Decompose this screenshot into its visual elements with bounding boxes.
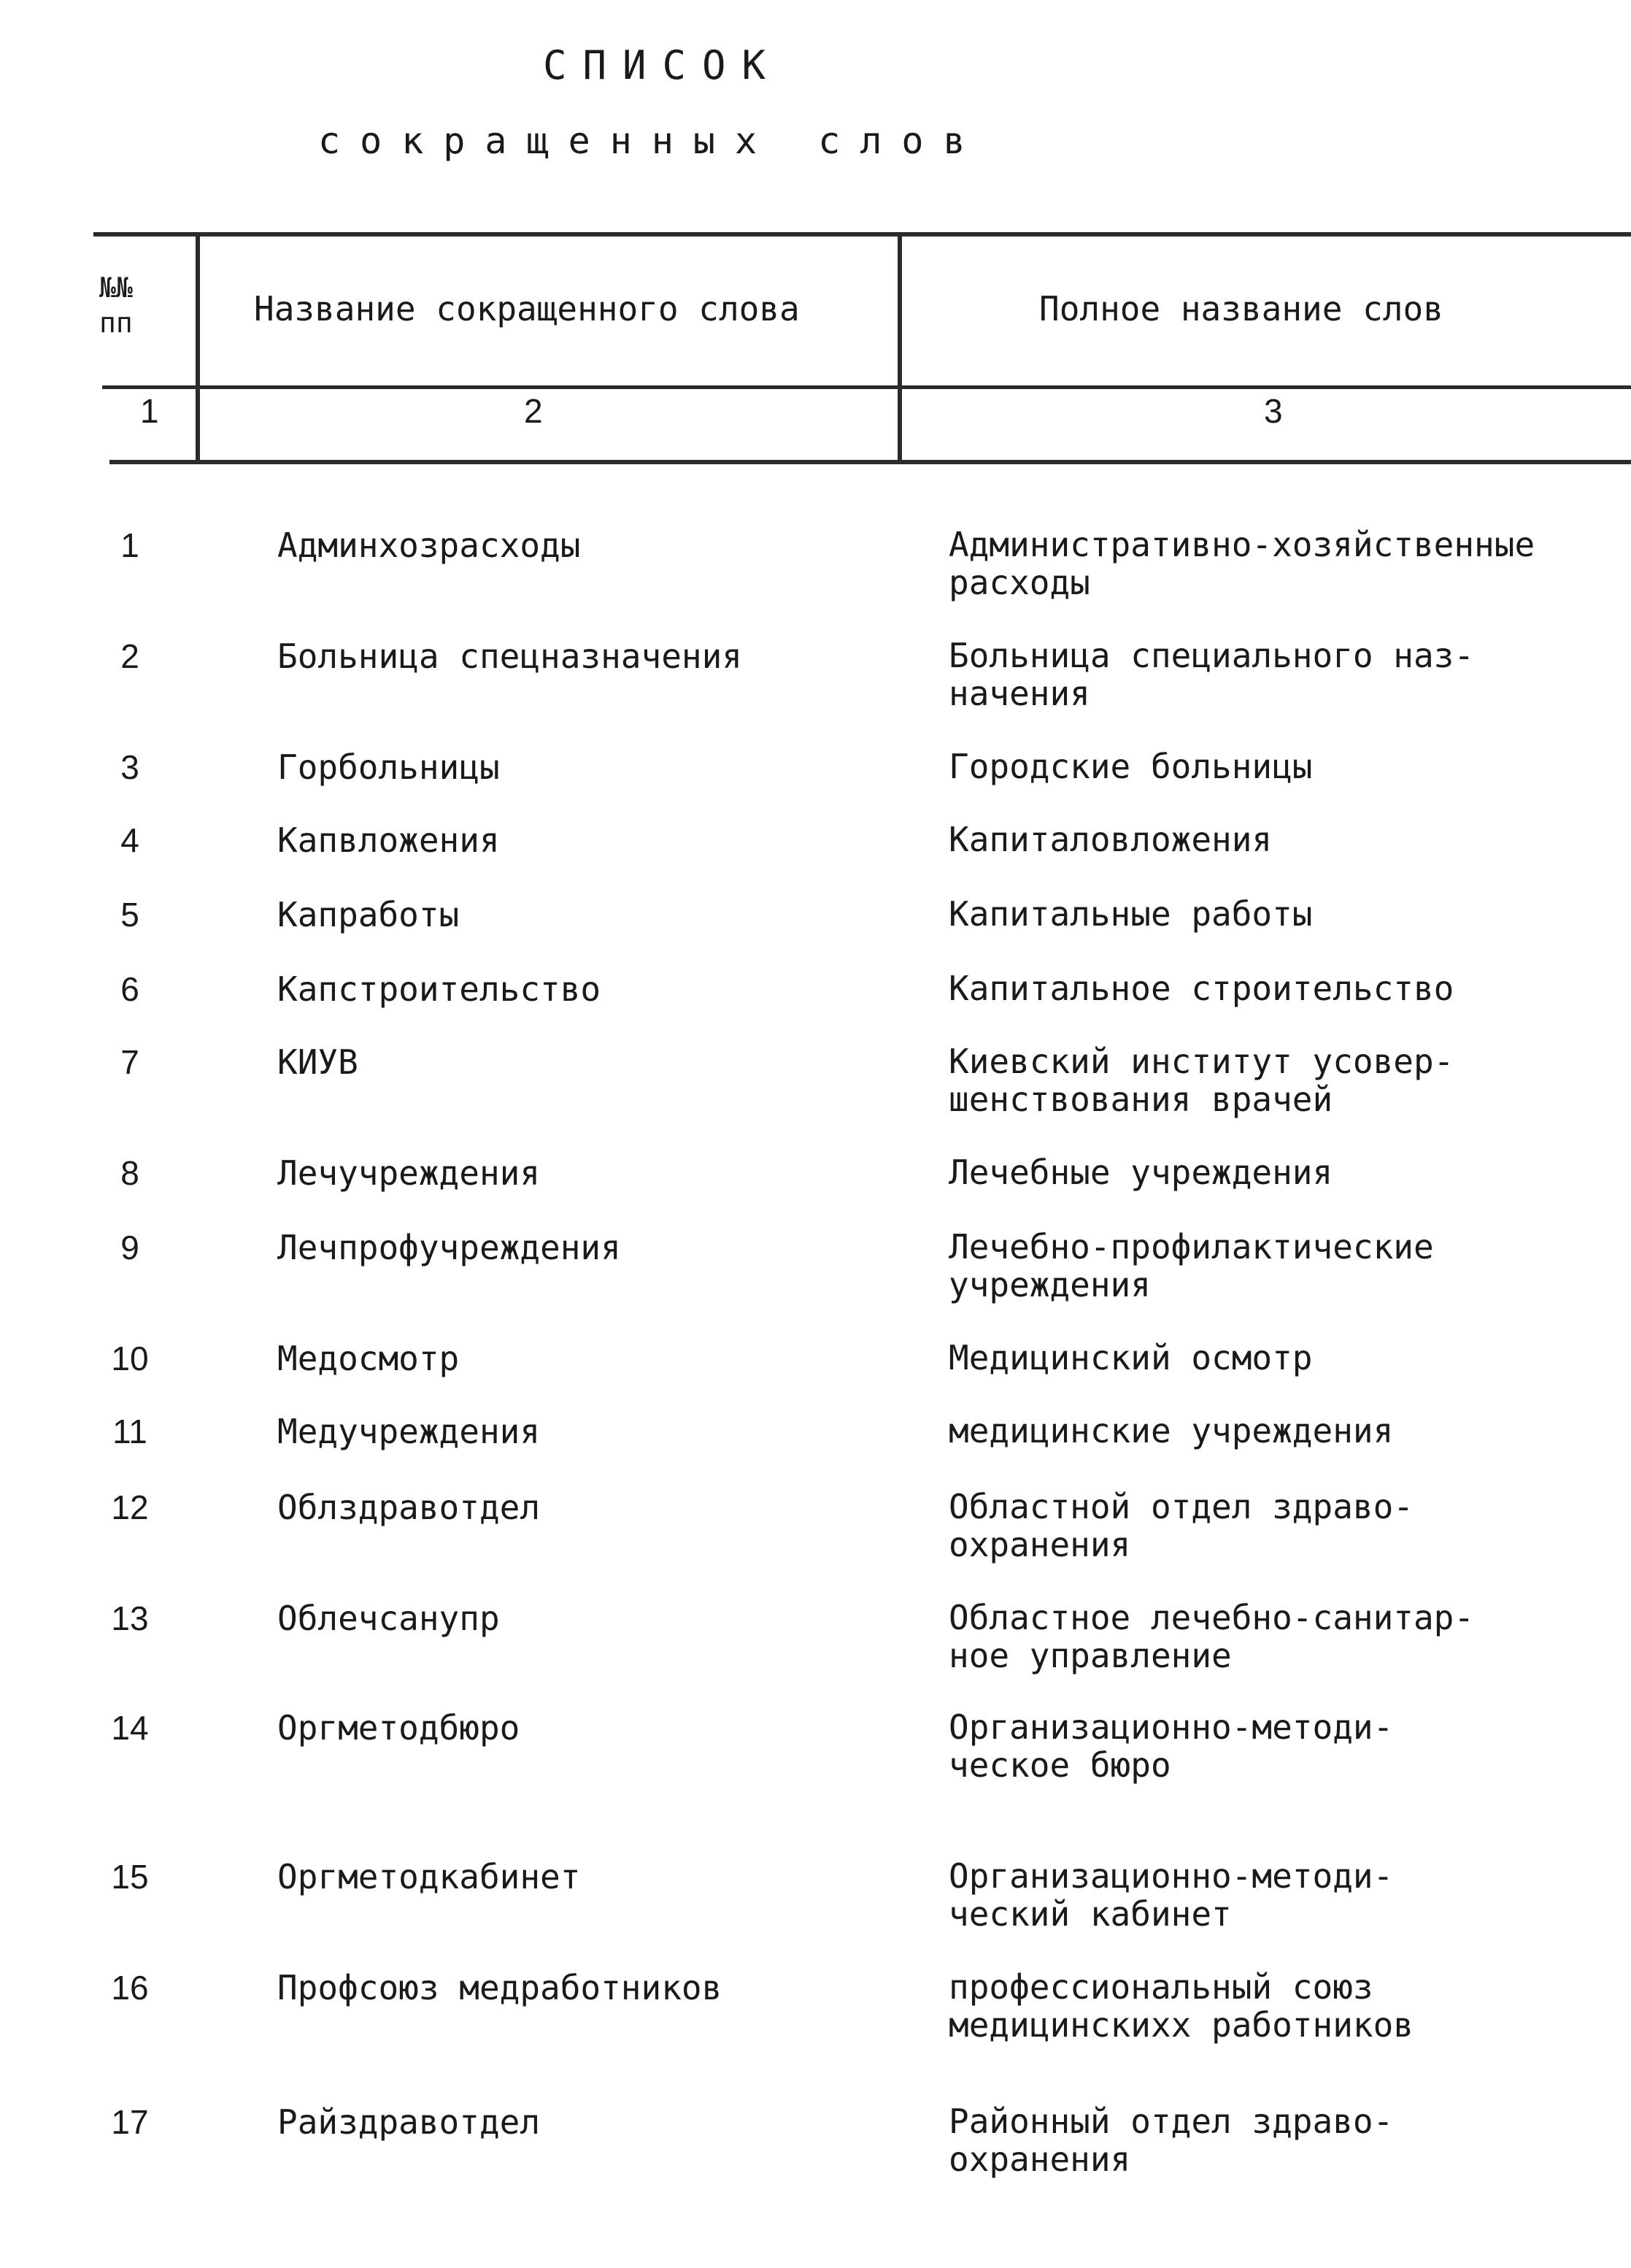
column-header-number-label: №№ пп [99,272,133,339]
row-abbreviation: Медосмотр [277,1339,460,1378]
row-abbreviation: Медучреждения [277,1412,541,1451]
row-full-name: Районный отдел здраво- охранения [949,2102,1394,2179]
row-abbreviation: Профсоюз медработников [277,1968,722,2007]
row-full-name: Капитальные работы [949,894,1313,934]
row-abbreviation: КИУВ [277,1042,358,1082]
row-full-name: Городские больницы [949,747,1313,786]
row-full-name: Капитальное строительство [949,969,1454,1008]
row-abbreviation: Оргметодбюро [277,1708,520,1748]
row-number: 1 [120,526,139,564]
page-subtitle: сокращенных слов [318,120,985,162]
row-number: 15 [111,1858,149,1896]
row-full-name: профессиональный союз медицинскихх работников [949,1967,1414,2045]
row-full-name: Капиталовложения [949,820,1273,859]
row-number: 16 [111,1969,149,2007]
row-full-name: Областное лечебно-санитар- ное управление [949,1598,1475,1675]
row-full-name: Организационно-методи- ческое бюро [949,1707,1394,1785]
column-header-short: Название сокращенного слова [254,289,800,328]
row-abbreviation: Капстроительство [277,969,601,1009]
column-divider-2 [898,232,902,461]
row-number: 6 [120,970,139,1008]
row-abbreviation: Капвложения [277,820,500,860]
row-abbreviation: Облздравотдел [277,1488,541,1527]
page-title: СПИСОК [543,42,782,88]
row-abbreviation: Капработы [277,895,460,934]
row-full-name: Лечебные учреждения [949,1153,1333,1192]
column-header-number [99,270,133,340]
row-abbreviation: Лечучреждения [277,1153,541,1193]
column-index-1: 1 [140,392,159,430]
row-abbreviation: Админхозрасходы [277,526,581,565]
row-number: 2 [120,637,139,675]
row-number: 9 [120,1229,139,1266]
row-full-name: Медицинский осмотр [949,1338,1313,1377]
row-number: 12 [111,1488,149,1526]
row-full-name: Административно-хозяйственные расходы [949,525,1535,602]
row-abbreviation: Лечпрофучреждения [277,1228,621,1267]
row-number: 13 [111,1599,149,1637]
column-header-full: Полное название слов [1039,289,1443,328]
row-abbreviation: Горбольницы [277,747,500,787]
table-bottom-rule [109,460,1631,464]
row-full-name: медицинские учреждения [949,1411,1394,1450]
column-index-2: 2 [524,392,543,430]
row-number: 3 [120,748,139,786]
row-number: 5 [120,896,139,934]
row-full-name: Областной отдел здраво- охранения [949,1487,1414,1564]
row-abbreviation: Облечсанупр [277,1599,500,1638]
column-index-3: 3 [1264,392,1283,430]
row-number: 7 [120,1043,139,1081]
row-number: 10 [111,1339,149,1377]
table-top-rule [93,232,1631,237]
row-abbreviation: Больница спецназначения [277,637,742,676]
row-full-name: Киевский институт усовер- шенствования врачей [949,1042,1454,1119]
row-number: 17 [111,2103,149,2141]
row-number: 11 [112,1412,147,1450]
row-full-name: Организационно-методи- ческий кабинет [949,1856,1394,1934]
row-number: 4 [120,821,139,859]
row-abbreviation: Райздравотдел [277,2102,541,2142]
row-full-name: Больница специального наз- начения [949,636,1475,713]
column-divider-1 [196,232,200,461]
row-full-name: Лечебно-профилактические учреждения [949,1227,1434,1304]
row-number: 14 [111,1709,149,1747]
row-number: 8 [120,1154,139,1192]
row-abbreviation: Оргметодкабинет [277,1857,581,1896]
table-header-divider [102,385,1631,389]
